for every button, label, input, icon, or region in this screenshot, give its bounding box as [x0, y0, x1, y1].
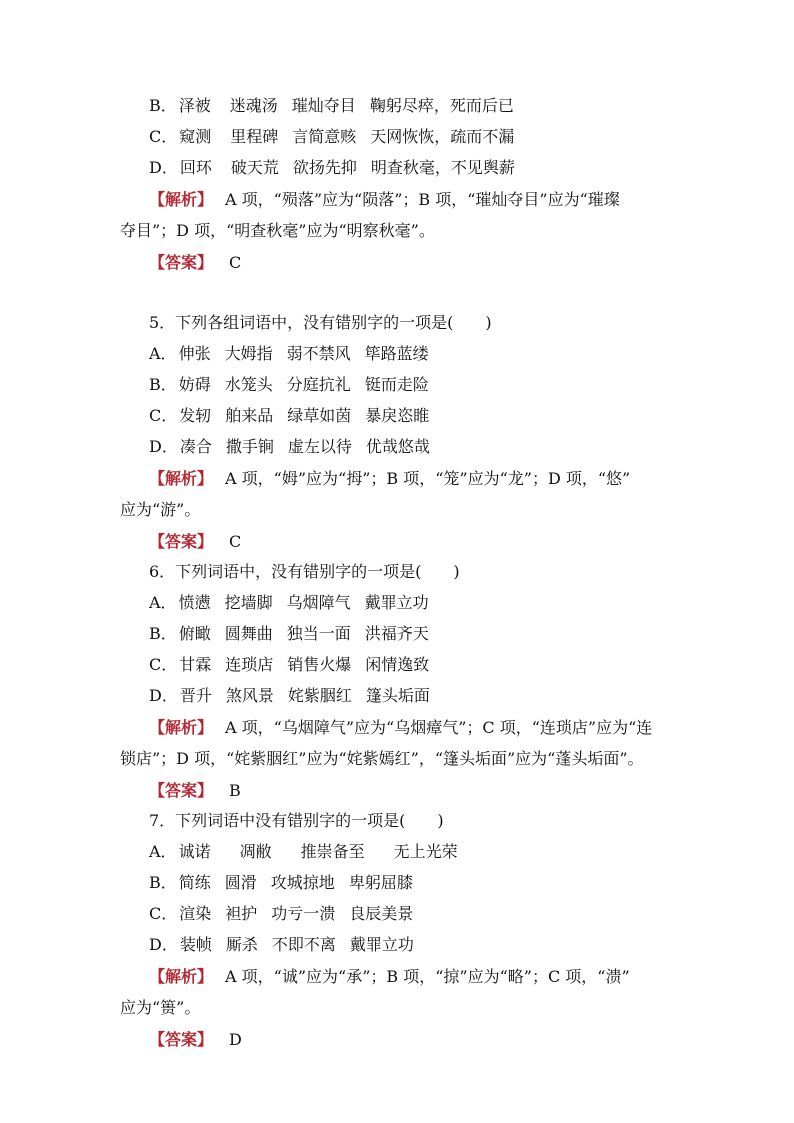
q4-option-b: B． 泽被 迷魂汤 璀灿夺目 鞠躬尽瘁，死而后已	[149, 96, 514, 115]
q6-analysis-line1: 【解析】 A 项，“乌烟障气”应为“乌烟瘴气”；C 项，“连琐店”应为“连	[149, 718, 653, 737]
q5-stem: 5．下列各组词语中，没有错别字的一项是( )	[149, 313, 492, 332]
q5-option-a: A． 伸张 大姆指 弱不禁风 筚路蓝缕	[149, 344, 429, 363]
answer-tag: 【答案】	[149, 532, 214, 551]
q7-option-d: D． 装帧 厮杀 不即不离 戴罪立功	[149, 935, 414, 954]
q5-analysis-line1: 【解析】 A 项，“姆”应为“拇”；B 项，“笼”应为“龙”；D 项，“悠”	[149, 469, 631, 488]
q6-option-b: B． 俯瞰 圆舞曲 独当一面 洪福齐天	[149, 624, 429, 643]
q7-option-a: A． 诚诺 凋敝 推崇备至 无上光荣	[149, 842, 458, 861]
q6-analysis-line2: 锁店”；D 项，“姹紫胭红”应为“姹紫嫣红”，“篷头垢面”应为“蓬头垢面”。	[120, 749, 644, 768]
q7-analysis-line1: 【解析】 A 项，“诚”应为“承”；B 项，“掠”应为“略”；C 项，“溃”	[149, 967, 630, 986]
q6-answer: 【答案】 B	[149, 781, 241, 800]
answer-tag: 【答案】	[149, 253, 214, 272]
q7-stem: 7．下列词语中没有错别字的一项是( )	[149, 811, 444, 830]
q4-option-d: D． 回环 破天荒 欲扬先抑 明查秋毫，不见舆薪	[149, 158, 515, 177]
q4-option-c: C． 窥测 里程碑 言简意赅 天网恢恢，疏而不漏	[149, 127, 515, 146]
analysis-tag: 【解析】	[149, 469, 214, 488]
q6-stem: 6．下列词语中，没有错别字的一项是( )	[149, 562, 460, 581]
analysis-tag: 【解析】	[149, 967, 214, 986]
q6-option-d: D． 晋升 煞风景 姹紫胭红 篷头垢面	[149, 686, 430, 705]
q6-option-a: A． 愤懑 挖墙脚 乌烟障气 戴罪立功	[149, 593, 429, 612]
q7-analysis-line2: 应为“篑”。	[120, 998, 201, 1017]
q5-answer: 【答案】 C	[149, 532, 242, 551]
q6-option-c: C． 甘霖 连琐店 销售火爆 闲情逸致	[149, 655, 430, 674]
q7-answer: 【答案】 D	[149, 1030, 242, 1049]
q7-option-c: C． 渲染 袒护 功亏一溃 良辰美景	[149, 904, 414, 923]
q5-option-c: C． 发轫 舶来品 绿草如茵 暴戾恣睢	[149, 406, 430, 425]
q7-option-b: B． 简练 圆滑 攻城掠地 卑躬屈膝	[149, 873, 413, 892]
q4-analysis-line2: 夺目”；D 项，“明查秋毫”应为“明察秋毫”。	[120, 221, 435, 240]
q5-analysis-line2: 应为“游”。	[120, 500, 201, 519]
answer-tag: 【答案】	[149, 781, 214, 800]
answer-tag: 【答案】	[149, 1030, 214, 1049]
q5-option-d: D． 凑合 撒手锏 虚左以待 优哉悠哉	[149, 437, 430, 456]
q4-analysis-line1: 【解析】 A 项，“殒落”应为“陨落”；B 项，“璀灿夺目”应为“璀璨	[149, 190, 620, 209]
q4-answer: 【答案】 C	[149, 253, 242, 272]
analysis-tag: 【解析】	[149, 718, 214, 737]
q5-option-b: B． 妨碍 水笼头 分庭抗礼 铤而走险	[149, 375, 429, 394]
analysis-tag: 【解析】	[149, 190, 214, 209]
